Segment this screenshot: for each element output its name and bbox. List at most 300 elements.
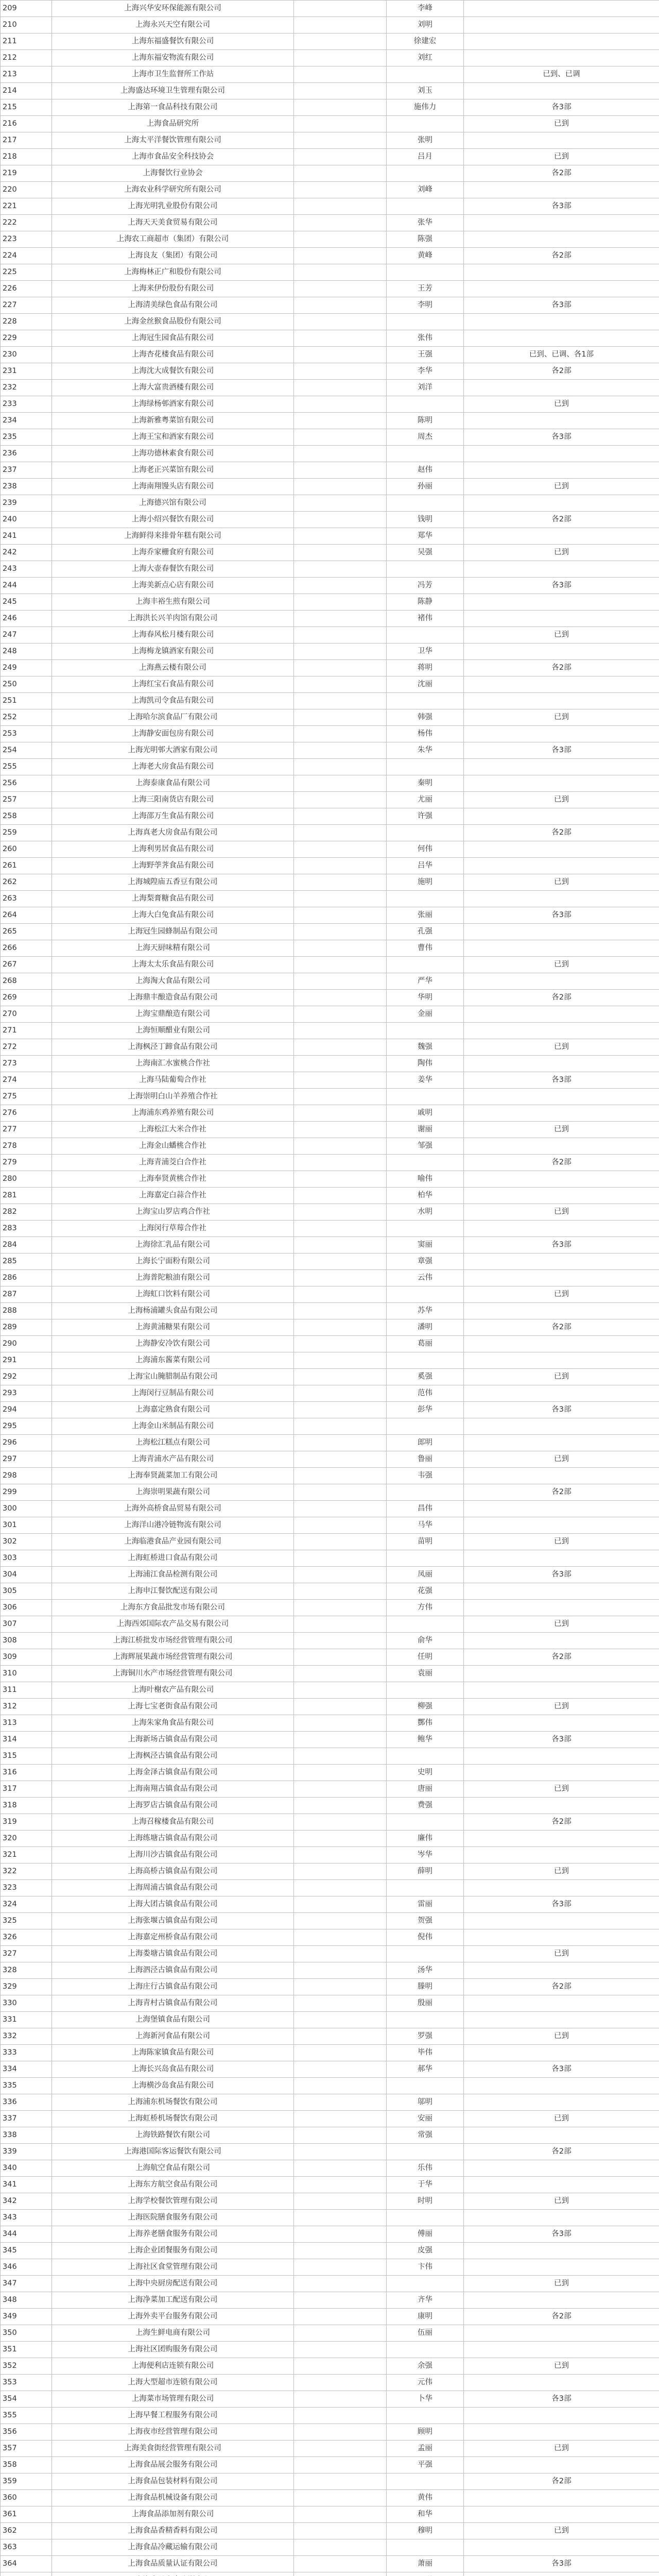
note-cell: 各3部 xyxy=(464,907,659,924)
code-cell xyxy=(294,2276,387,2292)
code-cell xyxy=(294,1946,387,1962)
code-cell xyxy=(294,2078,387,2094)
contact-name: 张华 xyxy=(387,215,464,231)
table-row xyxy=(1,495,659,512)
table-row xyxy=(1,314,659,330)
code-cell xyxy=(294,841,387,858)
company-name: 上海洋山港冷链物流有限公司 xyxy=(52,1517,294,1534)
note-cell xyxy=(464,1682,659,1699)
contact-name: 刘玉 xyxy=(387,83,464,99)
code-cell xyxy=(294,314,387,330)
row-number: 317 xyxy=(1,1781,52,1798)
company-name: 上海周浦古镇食品有限公司 xyxy=(52,1880,294,1896)
table-row xyxy=(1,2276,659,2292)
table-row xyxy=(1,1204,659,1221)
row-number: 209 xyxy=(1,1,52,17)
code-cell xyxy=(294,264,387,281)
table-row xyxy=(1,1682,659,1699)
table-row xyxy=(1,2292,659,2309)
row-number: 268 xyxy=(1,973,52,990)
contact-name: 吴强 xyxy=(387,545,464,561)
contact-name: 吕月 xyxy=(387,149,464,165)
contact-name: 施明 xyxy=(387,874,464,891)
contact-name xyxy=(387,2342,464,2358)
company-name: 上海净菜加工配送有限公司 xyxy=(52,2292,294,2309)
note-cell xyxy=(464,561,659,578)
code-cell xyxy=(294,2375,387,2391)
table-row xyxy=(1,2441,659,2457)
note-cell xyxy=(464,2457,659,2473)
code-cell xyxy=(294,2127,387,2144)
row-number: 307 xyxy=(1,1616,52,1633)
row-number: 350 xyxy=(1,2325,52,2342)
note-cell xyxy=(464,1748,659,1765)
company-name: 上海中央厨房配送有限公司 xyxy=(52,2276,294,2292)
note-cell: 各3部 xyxy=(464,1896,659,1913)
row-number: 333 xyxy=(1,2045,52,2061)
code-cell xyxy=(294,297,387,314)
row-number: 329 xyxy=(1,1979,52,1995)
table-row xyxy=(1,1352,659,1369)
table-row xyxy=(1,2259,659,2276)
code-cell xyxy=(294,1286,387,1303)
company-name: 上海城隍庙五香豆有限公司 xyxy=(52,874,294,891)
table-row xyxy=(1,1468,659,1484)
table-row xyxy=(1,792,659,808)
code-cell xyxy=(294,1583,387,1600)
company-name: 上海东方航空食品有限公司 xyxy=(52,2177,294,2193)
code-cell xyxy=(294,1995,387,2012)
company-name: 上海新雅粤菜馆有限公司 xyxy=(52,413,294,429)
note-cell: 各2部 xyxy=(464,2144,659,2160)
contact-name xyxy=(387,1484,464,1501)
code-cell xyxy=(294,50,387,66)
contact-name xyxy=(387,1023,464,1039)
company-name: 上海天天美食贸易有限公司 xyxy=(52,215,294,231)
company-name: 上海冠生园蜂制品有限公司 xyxy=(52,924,294,940)
company-name: 上海浦东机场餐饮有限公司 xyxy=(52,2094,294,2111)
code-cell xyxy=(294,1204,387,1221)
code-cell xyxy=(294,627,387,643)
code-cell xyxy=(294,1600,387,1616)
company-name: 上海燕云楼有限公司 xyxy=(52,660,294,676)
row-number: 250 xyxy=(1,676,52,693)
company-name: 上海泗泾古镇食品有限公司 xyxy=(52,1962,294,1979)
row-number: 260 xyxy=(1,841,52,858)
contact-name: 元伟 xyxy=(387,2375,464,2391)
table-row xyxy=(1,1567,659,1583)
contact-name: 杨伟 xyxy=(387,726,464,742)
note-cell: 已到 xyxy=(464,2523,659,2539)
code-cell xyxy=(294,1880,387,1896)
note-cell: 各3部 xyxy=(464,1237,659,1253)
code-cell xyxy=(294,1732,387,1748)
contact-name xyxy=(387,495,464,512)
table-row xyxy=(1,17,659,33)
contact-name: 俞华 xyxy=(387,1633,464,1649)
table-row xyxy=(1,1155,659,1171)
code-cell xyxy=(294,512,387,528)
contact-name: 平强 xyxy=(387,2457,464,2473)
contact-name: 陶伟 xyxy=(387,1056,464,1072)
table-row xyxy=(1,627,659,643)
row-number: 234 xyxy=(1,413,52,429)
table-row xyxy=(1,2160,659,2177)
contact-name: 马华 xyxy=(387,1517,464,1534)
contact-name: 柳强 xyxy=(387,1699,464,1715)
contact-name: 史明 xyxy=(387,1765,464,1781)
note-cell xyxy=(464,858,659,874)
table-row xyxy=(1,2572,659,2576)
row-number: 332 xyxy=(1,2028,52,2045)
contact-name xyxy=(387,1814,464,1831)
note-cell: 各3部 xyxy=(464,2391,659,2408)
company-name: 上海宝山腌腊制品有限公司 xyxy=(52,1369,294,1385)
contact-name: 秦明 xyxy=(387,775,464,792)
table-row xyxy=(1,1451,659,1468)
row-number: 328 xyxy=(1,1962,52,1979)
code-cell xyxy=(294,1682,387,1699)
company-name: 上海辉展果蔬市场经营管理有限公司 xyxy=(52,1649,294,1666)
row-number: 253 xyxy=(1,726,52,742)
table-row xyxy=(1,594,659,611)
company-name: 上海罗店古镇食品有限公司 xyxy=(52,1798,294,1814)
table-row xyxy=(1,1600,659,1616)
row-number: 269 xyxy=(1,990,52,1006)
row-number: 316 xyxy=(1,1765,52,1781)
row-number: 272 xyxy=(1,1039,52,1056)
contact-name: 何伟 xyxy=(387,841,464,858)
note-cell xyxy=(464,1221,659,1237)
contact-name xyxy=(387,446,464,462)
contact-name: 花强 xyxy=(387,1583,464,1600)
table-row xyxy=(1,1995,659,2012)
row-number: 286 xyxy=(1,1270,52,1286)
table-row xyxy=(1,2012,659,2028)
code-cell xyxy=(294,2193,387,2210)
code-cell xyxy=(294,413,387,429)
row-number: 338 xyxy=(1,2127,52,2144)
company-name: 上海盛达环境卫生管理有限公司 xyxy=(52,83,294,99)
table-row xyxy=(1,116,659,132)
row-number: 266 xyxy=(1,940,52,957)
company-name: 上海静安冷饮有限公司 xyxy=(52,1336,294,1352)
note-cell: 各2部 xyxy=(464,363,659,380)
code-cell xyxy=(294,1913,387,1929)
contact-name xyxy=(387,1550,464,1567)
note-cell xyxy=(464,759,659,775)
table-row xyxy=(1,50,659,66)
note-cell: 各2部 xyxy=(464,2309,659,2325)
code-cell xyxy=(294,363,387,380)
table-row xyxy=(1,2342,659,2358)
note-cell: 已到 xyxy=(464,2111,659,2127)
table-row xyxy=(1,660,659,676)
table-row xyxy=(1,1583,659,1600)
note-cell: 各2部 xyxy=(464,165,659,182)
contact-name: 刘明 xyxy=(387,17,464,33)
code-cell xyxy=(294,1336,387,1352)
row-number: 218 xyxy=(1,149,52,165)
table-row xyxy=(1,1814,659,1831)
company-name: 上海三阳南货店有限公司 xyxy=(52,792,294,808)
code-cell xyxy=(294,479,387,495)
note-cell: 各3部 xyxy=(464,429,659,446)
table-row xyxy=(1,264,659,281)
note-cell xyxy=(464,1352,659,1369)
row-number: 310 xyxy=(1,1666,52,1682)
row-number: 245 xyxy=(1,594,52,611)
note-cell xyxy=(464,1336,659,1352)
row-number: 225 xyxy=(1,264,52,281)
contact-name: 陈静 xyxy=(387,594,464,611)
contact-name: 时明 xyxy=(387,2193,464,2210)
contact-name: 喻伟 xyxy=(387,1171,464,1188)
table-row xyxy=(1,1402,659,1418)
company-name: 上海横沙岛食品有限公司 xyxy=(52,2078,294,2094)
contact-name: 孔强 xyxy=(387,924,464,940)
code-cell xyxy=(294,2473,387,2490)
company-name: 上海崇明果蔬有限公司 xyxy=(52,1484,294,1501)
table-row xyxy=(1,1748,659,1765)
code-cell xyxy=(294,1451,387,1468)
contact-name: 尤丽 xyxy=(387,792,464,808)
note-cell xyxy=(464,2292,659,2309)
row-number: 267 xyxy=(1,957,52,973)
contact-name: 苏华 xyxy=(387,1303,464,1319)
row-number: 281 xyxy=(1,1188,52,1204)
note-cell xyxy=(464,446,659,462)
contact-name: 于华 xyxy=(387,2177,464,2193)
contact-name: 方伟 xyxy=(387,1600,464,1616)
company-name: 上海浦东鸡养殖有限公司 xyxy=(52,1105,294,1122)
row-number: 240 xyxy=(1,512,52,528)
contact-name: 鲍华 xyxy=(387,1732,464,1748)
note-cell: 各3部 xyxy=(464,1567,659,1583)
contact-name: 滕明 xyxy=(387,1979,464,1995)
company-name: 上海永兴天空有限公司 xyxy=(52,17,294,33)
contact-name: 齐华 xyxy=(387,2292,464,2309)
note-cell xyxy=(464,528,659,545)
note-cell: 已到 xyxy=(464,1781,659,1798)
row-number: 355 xyxy=(1,2408,52,2424)
company-name: 上海奉贤蔬菜加工有限公司 xyxy=(52,1468,294,1484)
row-number: 223 xyxy=(1,231,52,248)
row-number: 231 xyxy=(1,363,52,380)
contact-name: 钱明 xyxy=(387,512,464,528)
company-name: 上海青浦茭白合作社 xyxy=(52,1155,294,1171)
code-cell xyxy=(294,2061,387,2078)
code-cell xyxy=(294,1056,387,1072)
row-number: 233 xyxy=(1,396,52,413)
note-cell xyxy=(464,2259,659,2276)
row-number: 323 xyxy=(1,1880,52,1896)
row-number: 339 xyxy=(1,2144,52,2160)
table-row xyxy=(1,1270,659,1286)
row-number: 254 xyxy=(1,742,52,759)
code-cell xyxy=(294,1435,387,1451)
code-cell xyxy=(294,1484,387,1501)
contact-name xyxy=(387,957,464,973)
note-cell: 已到 xyxy=(464,2358,659,2375)
company-name: 上海金山米制品有限公司 xyxy=(52,1418,294,1435)
contact-name: 卫华 xyxy=(387,643,464,660)
row-number: 224 xyxy=(1,248,52,264)
table-row xyxy=(1,726,659,742)
table-row xyxy=(1,1039,659,1056)
contact-name: 褚伟 xyxy=(387,611,464,627)
company-name: 上海光明乳业股份有限公司 xyxy=(52,198,294,215)
code-cell xyxy=(294,775,387,792)
code-cell xyxy=(294,1122,387,1138)
row-number: 324 xyxy=(1,1896,52,1913)
code-cell xyxy=(294,2523,387,2539)
contact-name xyxy=(387,1682,464,1699)
contact-name: 卞伟 xyxy=(387,2259,464,2276)
contact-name: 伍丽 xyxy=(387,2325,464,2342)
table-row xyxy=(1,297,659,314)
code-cell xyxy=(294,643,387,660)
note-cell xyxy=(464,1962,659,1979)
table-row xyxy=(1,2408,659,2424)
note-cell xyxy=(464,2506,659,2523)
company-name: 上海老正兴菜馆有限公司 xyxy=(52,462,294,479)
company-name: 上海闵行豆制品有限公司 xyxy=(52,1385,294,1402)
note-cell: 各2部 xyxy=(464,512,659,528)
code-cell xyxy=(294,1023,387,1039)
row-number: 262 xyxy=(1,874,52,891)
company-name: 上海浦江食品检测有限公司 xyxy=(52,1567,294,1583)
note-cell: 各2部 xyxy=(464,1155,659,1171)
code-cell xyxy=(294,66,387,83)
code-cell xyxy=(294,1962,387,1979)
contact-name: 云伟 xyxy=(387,1270,464,1286)
company-name: 上海南翔馒头店有限公司 xyxy=(52,479,294,495)
company-name: 上海嘉定熟食有限公司 xyxy=(52,1402,294,1418)
code-cell xyxy=(294,215,387,231)
row-number: 237 xyxy=(1,462,52,479)
row-number: 305 xyxy=(1,1583,52,1600)
company-name: 上海叶榭农产品有限公司 xyxy=(52,1682,294,1699)
contact-name: 贺强 xyxy=(387,1913,464,1929)
contact-name xyxy=(387,1286,464,1303)
note-cell xyxy=(464,1303,659,1319)
table-row xyxy=(1,1385,659,1402)
note-cell: 已到 xyxy=(464,149,659,165)
code-cell xyxy=(294,1188,387,1204)
code-cell xyxy=(294,545,387,561)
contact-name: 酆伟 xyxy=(387,1715,464,1732)
table-row xyxy=(1,1056,659,1072)
company-name: 上海梅龙镇酒家有限公司 xyxy=(52,643,294,660)
row-number: 315 xyxy=(1,1748,52,1765)
table-row xyxy=(1,396,659,413)
company-name: 上海真老大房食品有限公司 xyxy=(52,825,294,841)
note-cell xyxy=(464,1105,659,1122)
company-name: 上海松江大米合作社 xyxy=(52,1122,294,1138)
company-name: 上海江桥批发市场经营管理有限公司 xyxy=(52,1633,294,1649)
contact-name: 邹强 xyxy=(387,1138,464,1155)
contact-name: 韩强 xyxy=(387,709,464,726)
company-name: 上海春风松月楼有限公司 xyxy=(52,627,294,643)
row-number: 301 xyxy=(1,1517,52,1534)
code-cell xyxy=(294,1847,387,1863)
table-row xyxy=(1,2457,659,2473)
row-number: 249 xyxy=(1,660,52,676)
company-name xyxy=(52,2572,294,2576)
note-cell xyxy=(464,330,659,347)
row-number: 362 xyxy=(1,2523,52,2539)
company-name: 上海食品机械设备有限公司 xyxy=(52,2490,294,2506)
code-cell xyxy=(294,132,387,149)
table-row xyxy=(1,1072,659,1089)
note-cell: 各3部 xyxy=(464,1732,659,1748)
code-cell xyxy=(294,693,387,709)
company-name: 上海市卫生监督所工作站 xyxy=(52,66,294,83)
code-cell xyxy=(294,858,387,874)
contact-name xyxy=(387,2408,464,2424)
row-number: 278 xyxy=(1,1138,52,1155)
company-name: 上海哈尔滨食品厂有限公司 xyxy=(52,709,294,726)
row-number: 232 xyxy=(1,380,52,396)
note-cell xyxy=(464,1798,659,1814)
row-number: 303 xyxy=(1,1550,52,1567)
contact-name: 雷丽 xyxy=(387,1896,464,1913)
note-cell xyxy=(464,808,659,825)
table-row xyxy=(1,545,659,561)
row-number: 277 xyxy=(1,1122,52,1138)
company-name: 上海王宝和酒家有限公司 xyxy=(52,429,294,446)
code-cell xyxy=(294,83,387,99)
note-cell xyxy=(464,1517,659,1534)
row-number: 247 xyxy=(1,627,52,643)
contact-name: 柏华 xyxy=(387,1188,464,1204)
table-row xyxy=(1,1896,659,1913)
row-number: 251 xyxy=(1,693,52,709)
code-cell xyxy=(294,149,387,165)
code-cell xyxy=(294,1369,387,1385)
company-name: 上海凯司令食品有限公司 xyxy=(52,693,294,709)
contact-name: 奚强 xyxy=(387,1369,464,1385)
code-cell xyxy=(294,1798,387,1814)
row-number: 213 xyxy=(1,66,52,83)
code-cell xyxy=(294,874,387,891)
contact-name xyxy=(387,1089,464,1105)
code-cell xyxy=(294,1534,387,1550)
note-cell xyxy=(464,841,659,858)
row-number: 259 xyxy=(1,825,52,841)
table-row xyxy=(1,33,659,50)
company-name: 上海市食品安全科技协会 xyxy=(52,149,294,165)
table-row xyxy=(1,2094,659,2111)
code-cell xyxy=(294,1748,387,1765)
row-number: 320 xyxy=(1,1831,52,1847)
company-name: 上海光明邨大酒家有限公司 xyxy=(52,742,294,759)
row-number: 255 xyxy=(1,759,52,775)
code-cell xyxy=(294,2111,387,2127)
row-number: 326 xyxy=(1,1929,52,1946)
code-cell xyxy=(294,248,387,264)
note-cell xyxy=(464,17,659,33)
company-name: 上海宝鼎酿造有限公司 xyxy=(52,1006,294,1023)
note-cell xyxy=(464,891,659,907)
company-name: 上海外卖平台服务有限公司 xyxy=(52,2309,294,2325)
row-number: 226 xyxy=(1,281,52,297)
code-cell xyxy=(294,462,387,479)
contact-name: 袁丽 xyxy=(387,1666,464,1682)
row-number: 297 xyxy=(1,1451,52,1468)
table-row xyxy=(1,1517,659,1534)
